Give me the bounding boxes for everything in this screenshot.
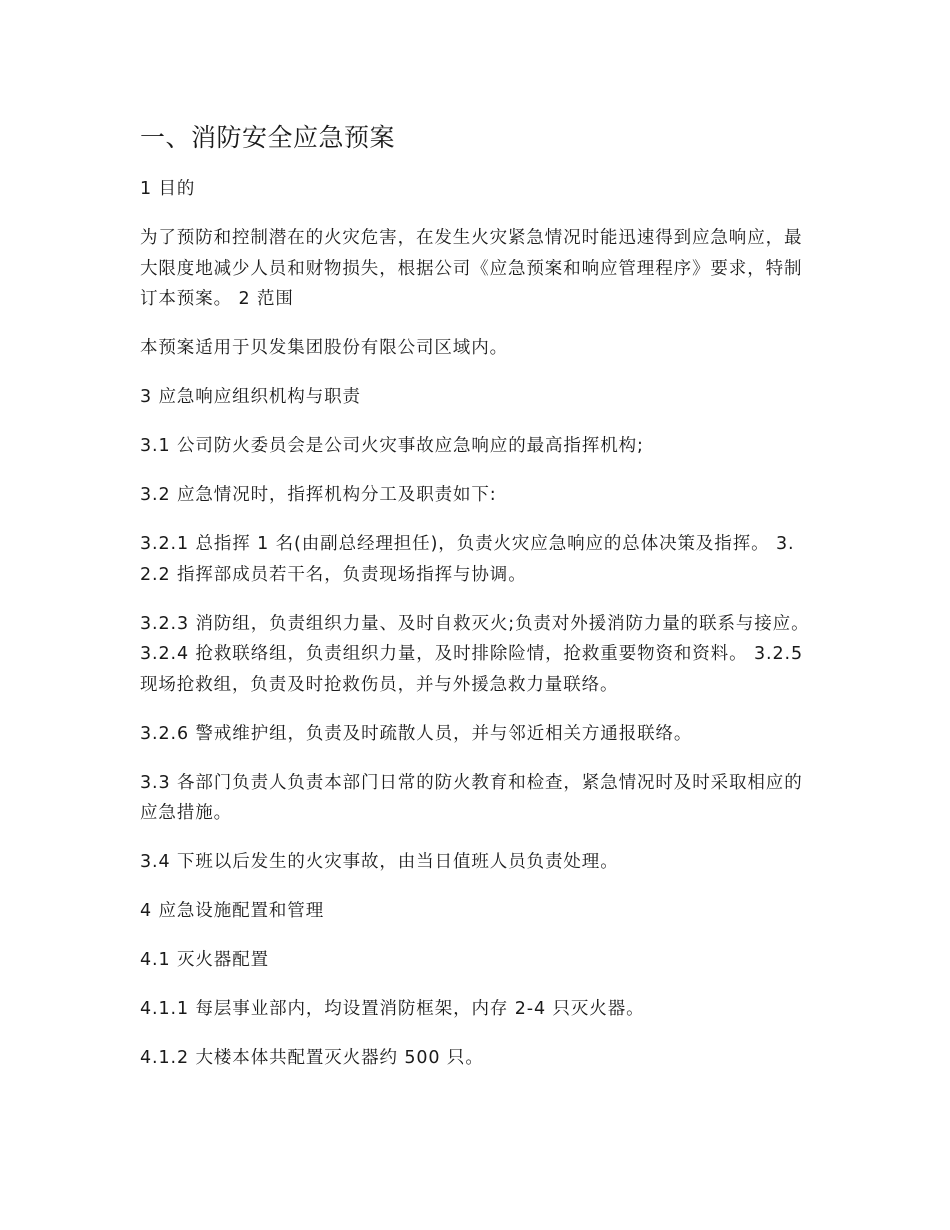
section-heading-facilities: 4 应急设施配置和管理 (140, 901, 325, 921)
paragraph-3-2-6: 3.2.6 警戒维护组，负责及时疏散人员，并与邻近相关方通报联络。 (140, 723, 693, 744)
section-heading-organization: 3 应急响应组织机构与职责 (140, 387, 361, 407)
paragraph-4-1-1: 4.1.1 每层事业部内，均设置消防框架，内存 2-4 只灭火器。 (140, 999, 645, 1019)
paragraph-3-2: 3.2 应急情况时，指挥机构分工及职责如下: (140, 485, 497, 505)
paragraph-4-1: 4.1 灭火器配置 (140, 950, 269, 970)
paragraph-3-3: 3.3 各部门负责人负责本部门日常的防火教育和检查，紧急情况时及时采取相应的应急措施。 (140, 772, 803, 823)
document-body (140, 118, 812, 1092)
paragraph-scope: 本预案适用于贝发集团股份有限公司区域内。 (140, 338, 508, 358)
paragraph-purpose: 为了预防和控制潜在的火灾危害，在发生火灾紧急情况时能迅速得到应急响应，最大限度地减少人员和财物损失，根据公司《应急预案和响应管理程序》要求，特制订本预案。 2 范围 (140, 228, 803, 309)
paragraph-3-1: 3.1 公司防火委员会是公司火灾事故应急响应的最高指挥机构; (140, 436, 644, 456)
paragraph-3-2-3: 3.2.3 消防组，负责组织力量、及时自救灭火;负责对外援消防力量的联系与接应。 3.2.4 抢救联络组，负责组织力量，及时排除险情，抢救重要物资和资料。 3.2.5 现场抢救组，负责及时抢救伤员，并与外援急救力量联络。 (140, 613, 810, 695)
section-heading-purpose: 1 目的 (140, 179, 196, 199)
paragraph-3-4: 3.4 下班以后发生的火灾事故，由当日值班人员负责处理。 (140, 852, 619, 872)
paragraph-3-2-1: 3.2.1 总指挥 1 名(由副总经理担任)，负责火灾应急响应的总体决策及指挥。 3.2.2 指挥部成员若干名，负责现场指挥与协调。 (140, 534, 795, 585)
document-title: 一、消防安全应急预案 (140, 123, 396, 152)
paragraph-4-1-2: 4.1.2 大楼本体共配置灭火器约 500 只。 (140, 1048, 484, 1068)
